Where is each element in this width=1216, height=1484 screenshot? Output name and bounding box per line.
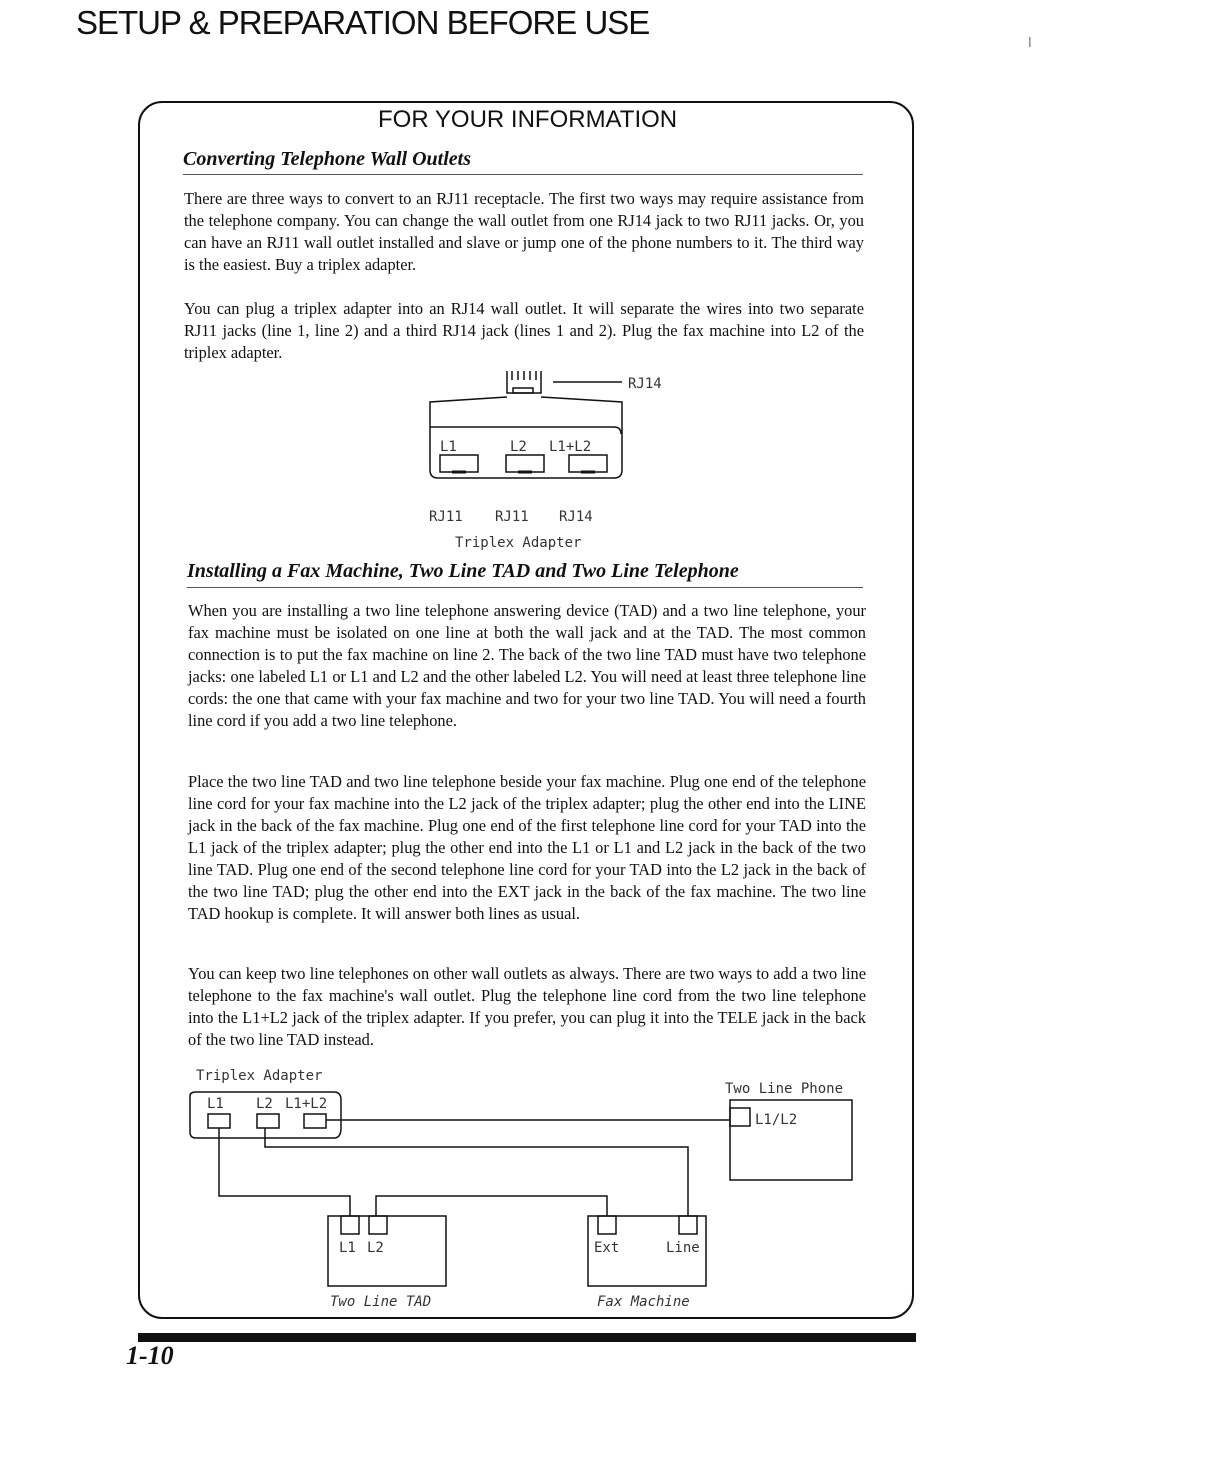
paragraph-installing-tad: When you are installing a two line telephone answering device (TAD) and a two line telephone, your fax machine must be isolated on one line at both the wall jack and at the TAD. The most common connection is to put the fax machine on line 2. The back of the two line TAD must have two telephone jacks: one labeled L1 or L1 and L2 and the other labeled L2. You will need at least three telephone line cords: the one that came with your fax machine and two for your two line TAD. You will need a fourth line cord if you add a two line telephone. <box>188 601 866 730</box>
fax-caption: Fax Machine <box>597 1294 690 1310</box>
port-label-l1: L1 <box>440 439 457 455</box>
paragraph-three-ways: There are three ways to convert to an RJ11 receptacle. The first two ways may require assistance from the telephone company. You can change the wall outlet from one RJ14 jack to two RJ11 jacks. Or, you can have an RJ11 wall outlet installed and slave or jump one of the phone numbers to it. The third way is the easiest. Buy a triplex adapter. <box>184 189 864 274</box>
port-label-l2: L2 <box>510 439 527 455</box>
tad-caption: Two Line TAD <box>330 1294 432 1310</box>
tad-port-l1: L1 <box>339 1240 356 1256</box>
paragraph-two-line-telephone: You can keep two line telephones on other wall outlets as always. There are two ways to add a two line telephone to the fax machine's wall outlet. Plug the telephone line cord from the two line telephone into the L1+L2 jack of the triplex adapter. If you prefer, you can plug it into the TELE jack in the back of the two line TAD instead. <box>188 964 866 1049</box>
jack-label-rj11-second: RJ11 <box>495 509 529 525</box>
plug-label-rj14: RJ14 <box>628 376 662 392</box>
paragraph-triplex-adapter: You can plug a triplex adapter into an RJ14 wall outlet. It will separate the wires into two separate RJ11 jacks (line 1, line 2) and a third RJ14 jack (lines 1 and 2). Plug the fax machine into L2 of the triplex adapter. <box>184 299 864 362</box>
page-header: SETUP & PREPARATION BEFORE USE <box>76 4 650 41</box>
adapter-port-l2: L2 <box>256 1096 273 1112</box>
section-rule <box>187 587 863 588</box>
paragraph-connection-steps: Place the two line TAD and two line telephone beside your fax machine. Plug one end of the telephone line cord for your fax machine into the L2 jack of the triplex adapter; plug the other end into the LINE jack in the back of the fax machine. Plug one end of the first telephone line cord for your TAD into the L1 jack of the triplex adapter; plug the other end into the L1 or L1 and L2 jack in the back of the two line TAD. Plug one end of the second telephone line cord for your TAD into the L2 jack in the back of the two line TAD; plug the other end into the EXT jack in the back of the fax machine. The two line TAD hookup is complete. It will answer both lines as usual. <box>188 772 866 923</box>
section-heading-installing-fax: Installing a Fax Machine, Two Line TAD and Two Line Telephone <box>187 560 739 582</box>
fax-port-ext: Ext <box>594 1240 620 1256</box>
tad-port-l2: L2 <box>367 1240 384 1256</box>
page-number: 1-10 <box>126 1341 174 1370</box>
section-rule <box>183 174 863 175</box>
phone-port-label: L1/L2 <box>755 1112 798 1128</box>
adapter-title: Triplex Adapter <box>196 1068 323 1084</box>
port-label-l1-l2: L1+L2 <box>549 439 592 455</box>
info-box-title: FOR YOUR INFORMATION <box>378 106 678 133</box>
phone-title: Two Line Phone <box>725 1081 844 1097</box>
jack-label-rj11-first: RJ11 <box>429 509 463 525</box>
jack-label-rj14: RJ14 <box>559 509 593 525</box>
page-mark: ǀ <box>1028 34 1032 50</box>
footer-bar <box>138 1333 916 1342</box>
fax-port-line: Line <box>666 1240 700 1256</box>
adapter-port-l1-l2: L1+L2 <box>285 1096 328 1112</box>
adapter-port-l1: L1 <box>207 1096 224 1112</box>
section-heading-converting-outlets: Converting Telephone Wall Outlets <box>183 148 471 170</box>
figure1-caption: Triplex Adapter <box>455 535 582 551</box>
